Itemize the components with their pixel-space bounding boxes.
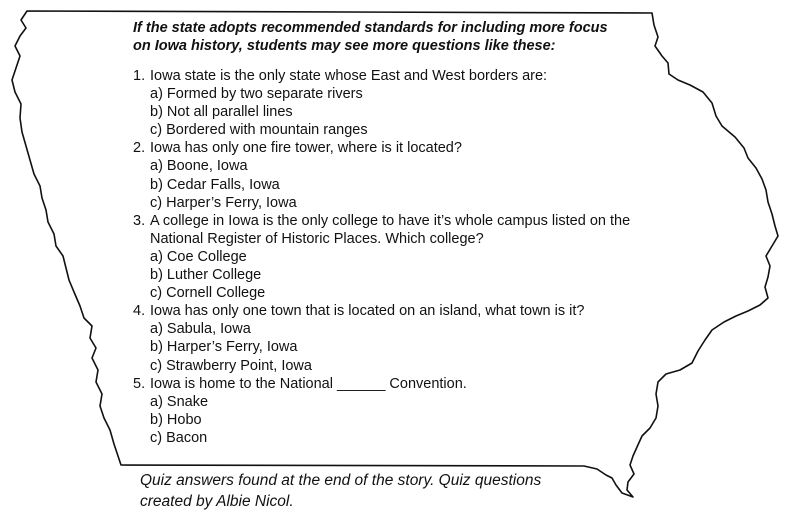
- caption-line: Quiz answers found at the end of the story. Quiz questions: [140, 472, 542, 489]
- answer-option: c) Bacon: [150, 429, 208, 446]
- answer-option: c) Strawberry Point, Iowa: [150, 357, 312, 374]
- answer-option: c) Bordered with mountain ranges: [150, 122, 368, 139]
- answer-option: c) Harper’s Ferry, Iowa: [150, 194, 297, 211]
- caption-line: created by Albie Nicol.: [140, 493, 294, 510]
- question-1: [133, 67, 673, 139]
- question-number: 3.: [133, 212, 146, 229]
- question-stem: [133, 302, 673, 320]
- question-text: [150, 375, 467, 393]
- question-text: [150, 67, 547, 85]
- answer-option: a) Formed by two separate rivers: [150, 86, 363, 103]
- answer-option: b) Cedar Falls, Iowa: [150, 176, 280, 193]
- question-stem: [133, 139, 673, 157]
- answer-option: b) Harper’s Ferry, Iowa: [150, 339, 298, 356]
- question-3: [133, 212, 673, 302]
- intro-line: on Iowa history, students may see more questions like these:: [133, 38, 556, 54]
- intro-text: [133, 19, 653, 55]
- question-text-line: Iowa is home to the National ______ Convention.: [150, 375, 467, 392]
- question-stem: [133, 375, 673, 393]
- question-text-line: Iowa has only one town that is located on an island, what town is it?: [150, 303, 585, 320]
- answer-option: a) Snake: [150, 393, 209, 410]
- question-text-line: A college in Iowa is the only college to have it’s whole campus listed on the: [150, 212, 631, 229]
- caption-credit: [140, 470, 610, 512]
- answer-option: a) Sabula, Iowa: [150, 321, 251, 338]
- answer-option: b) Not all parallel lines: [150, 104, 293, 121]
- question-text-line: National Register of Historic Places. Which college?: [150, 230, 484, 247]
- question-text: [150, 139, 462, 157]
- question-text-line: Iowa has only one fire tower, where is it located?: [150, 140, 462, 157]
- question-5: [133, 375, 673, 447]
- question-4: [133, 302, 673, 374]
- answer-option: c) Cornell College: [150, 285, 266, 302]
- intro-line: If the state adopts recommended standards for including more focus: [133, 20, 608, 36]
- question-text: [150, 212, 630, 248]
- answer-option: a) Coe College: [150, 248, 247, 265]
- question-stem: [133, 212, 673, 248]
- question-text-line: Iowa state is the only state whose East and West borders are:: [150, 68, 548, 84]
- question-number: 1.: [133, 68, 146, 84]
- question-number: 5.: [133, 375, 146, 392]
- question-2: [133, 139, 673, 211]
- answer-option: b) Hobo: [150, 411, 202, 428]
- question-stem: [133, 67, 673, 85]
- quiz-questions: [133, 67, 673, 447]
- question-text: [150, 302, 584, 320]
- question-number: 4.: [133, 303, 146, 320]
- answer-option: b) Luther College: [150, 267, 262, 284]
- question-number: 2.: [133, 140, 146, 157]
- answer-option: a) Boone, Iowa: [150, 158, 248, 175]
